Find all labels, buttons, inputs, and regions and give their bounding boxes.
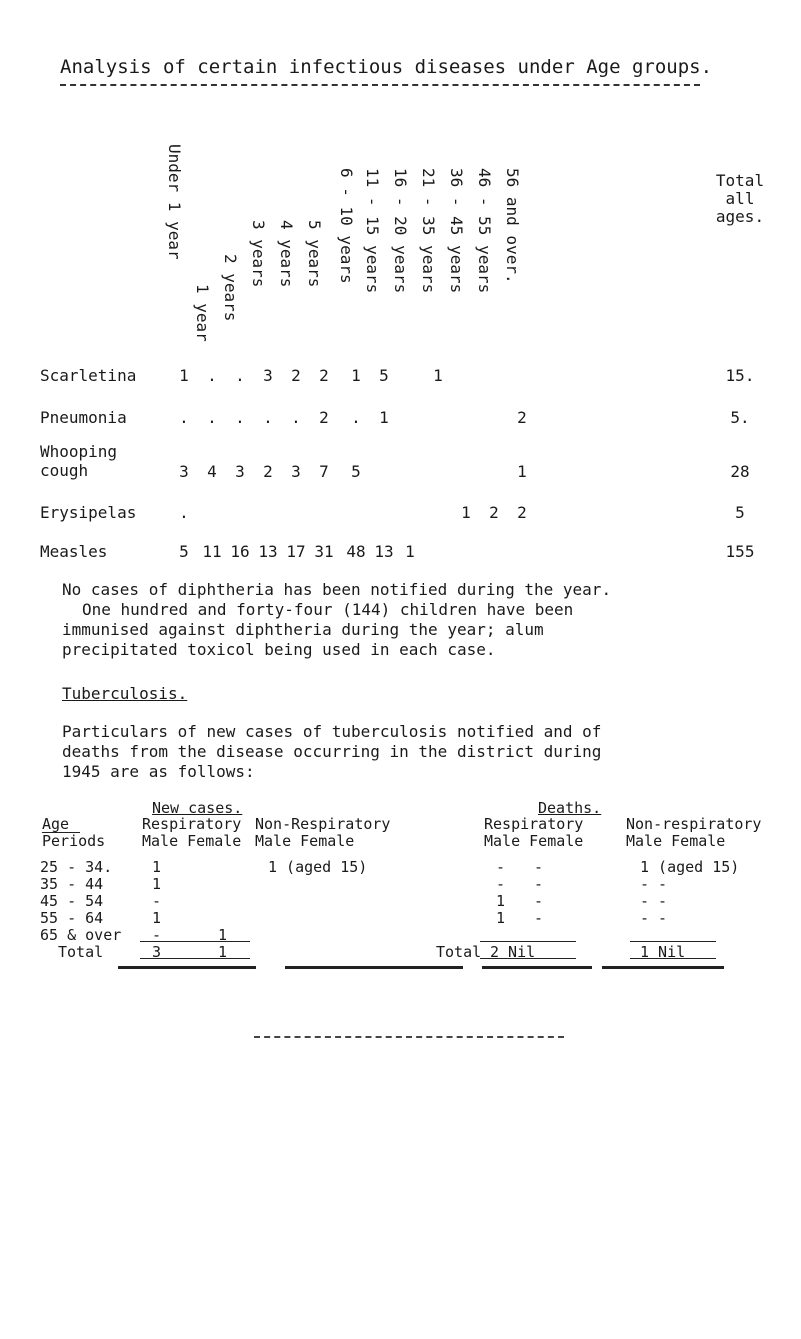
table-cell: . xyxy=(291,408,301,427)
new-cases-header: New cases. xyxy=(152,799,243,817)
death-resp-male: - xyxy=(496,875,506,893)
column-header: 46 - 55 years xyxy=(475,168,494,294)
table-cell: 5 xyxy=(179,542,189,561)
new-resp-male: - xyxy=(152,892,162,910)
table-cell: 13 xyxy=(258,542,278,561)
table-cell: 5 xyxy=(379,366,389,385)
table-cell: 2 xyxy=(263,462,273,481)
table-cell: . xyxy=(179,408,189,427)
table-cell: 5 xyxy=(351,462,361,481)
total-label: Total xyxy=(436,943,482,961)
table-cell: 3 xyxy=(235,462,245,481)
non-respiratory-header: Non-respiratory xyxy=(626,815,762,833)
column-header: 3 years xyxy=(249,220,268,288)
total-death-respiratory: 2 Nil xyxy=(490,943,536,961)
table-cell: 3 xyxy=(291,462,301,481)
table-cell: 48 xyxy=(346,542,366,561)
table-cell: 11 xyxy=(202,542,222,561)
table-cell: . xyxy=(351,408,361,427)
total-death-non-respiratory: 1 Nil xyxy=(640,943,686,961)
disease-label: Erysipelas xyxy=(40,503,137,522)
table-cell: 2 xyxy=(319,408,329,427)
column-header: 16 - 20 years xyxy=(391,168,410,294)
table-bottom-rule xyxy=(482,966,592,969)
column-header: 5 years xyxy=(305,220,324,288)
table-cell: 2 xyxy=(517,503,527,522)
diphtheria-line: precipitated toxicol being used in each case. xyxy=(62,640,496,659)
new-resp-male: 1 xyxy=(152,858,162,876)
total-underline xyxy=(630,958,716,959)
death-resp-female: - xyxy=(534,892,544,910)
column-header: 6 - 10 years xyxy=(337,168,356,284)
male-female-header: Male Female xyxy=(142,832,242,850)
death-resp-female: - xyxy=(534,875,544,893)
total-underline xyxy=(480,958,576,959)
table-cell: 1 xyxy=(461,503,471,522)
table-cell: 4 xyxy=(207,462,217,481)
table-cell: . xyxy=(207,408,217,427)
column-header: 21 - 35 years xyxy=(419,168,438,294)
table-cell: 3 xyxy=(179,462,189,481)
tb-intro-line: 1945 are as follows: xyxy=(62,762,255,781)
disease-label: Pneumonia xyxy=(40,408,127,427)
new-resp-male: - xyxy=(152,926,162,944)
death-resp-female: - xyxy=(534,909,544,927)
table-cell: 1 xyxy=(405,542,415,561)
table-cell: 13 xyxy=(374,542,394,561)
column-header: 1 year xyxy=(193,284,212,342)
disease-label: Measles xyxy=(40,542,108,561)
title-underline xyxy=(60,84,700,86)
table-cell: . xyxy=(207,366,217,385)
deaths-header: Deaths. xyxy=(538,799,602,817)
new-resp-female: 1 xyxy=(218,926,228,944)
new-resp-male: 1 xyxy=(152,875,162,893)
row-total: 5 xyxy=(735,503,745,522)
column-header: 56 and over. xyxy=(503,168,522,284)
male-female-header: Male Female xyxy=(255,832,355,850)
diphtheria-line: No cases of diphtheria has been notified during the year. xyxy=(62,580,612,599)
age-period: 35 - 44 xyxy=(40,875,104,893)
column-header: 36 - 45 years xyxy=(447,168,466,294)
death-non-respiratory: - - xyxy=(640,909,668,927)
table-bottom-rule xyxy=(285,966,463,969)
table-cell: 1 xyxy=(433,366,443,385)
age-header-underline xyxy=(42,832,80,833)
row-total: 5. xyxy=(730,408,750,427)
table-cell: 3 xyxy=(263,366,273,385)
new-resp-male: 1 xyxy=(152,909,162,927)
death-resp-male: - xyxy=(496,858,506,876)
total-rule xyxy=(140,941,250,942)
table-cell: 1 xyxy=(179,366,189,385)
table-cell: 2 xyxy=(291,366,301,385)
table-cell: . xyxy=(179,503,189,522)
column-header: 11 - 15 years xyxy=(363,168,382,294)
total-label: Total xyxy=(58,943,104,961)
diphtheria-line: One hundred and forty-four (144) children have been xyxy=(82,600,574,619)
death-resp-male: 1 xyxy=(496,909,506,927)
table-cell: . xyxy=(235,408,245,427)
age-header: Age xyxy=(42,815,70,833)
table-cell: . xyxy=(263,408,273,427)
periods-header: Periods xyxy=(42,832,106,850)
death-resp-female: - xyxy=(534,858,544,876)
male-female-header: Male Female xyxy=(484,832,584,850)
row-total: 15. xyxy=(725,366,755,385)
male-female-header: Male Female xyxy=(626,832,726,850)
table-cell: 17 xyxy=(286,542,306,561)
total-underline xyxy=(140,958,250,959)
row-total: 28 xyxy=(730,462,750,481)
total-rule xyxy=(630,941,716,942)
table-cell: 31 xyxy=(314,542,334,561)
table-cell: 1 xyxy=(351,366,361,385)
table-cell: 2 xyxy=(489,503,499,522)
column-header: Under 1 year xyxy=(165,144,184,260)
end-rule xyxy=(254,1036,564,1038)
tuberculosis-heading: Tuberculosis. xyxy=(62,684,188,703)
total-new-male: 3 xyxy=(152,943,162,961)
table-cell: 16 xyxy=(230,542,250,561)
tb-intro-line: Particulars of new cases of tuberculosis notified and of xyxy=(62,722,602,741)
table-cell: 2 xyxy=(517,408,527,427)
respiratory-header: Respiratory xyxy=(484,815,584,833)
age-period: 25 - 34. xyxy=(40,858,113,876)
table-cell: 1 xyxy=(517,462,527,481)
death-non-respiratory: 1 (aged 15) xyxy=(640,858,740,876)
non-respiratory-header: Non-Respiratory xyxy=(255,815,391,833)
age-period: 55 - 64 xyxy=(40,909,104,927)
total-new-female: 1 xyxy=(218,943,228,961)
table-cell: . xyxy=(235,366,245,385)
death-non-respiratory: - - xyxy=(640,892,668,910)
table-bottom-rule xyxy=(118,966,256,969)
respiratory-header: Respiratory xyxy=(142,815,242,833)
death-non-respiratory: - - xyxy=(640,875,668,893)
disease-label: Scarletina xyxy=(40,366,137,385)
table-cell: 1 xyxy=(379,408,389,427)
age-period: 65 & over xyxy=(40,926,122,944)
table-cell: 7 xyxy=(319,462,329,481)
table-cell: 2 xyxy=(319,366,329,385)
new-non-respiratory: 1 (aged 15) xyxy=(268,858,368,876)
column-header: 4 years xyxy=(277,220,296,288)
total-rule xyxy=(480,941,576,942)
diphtheria-line: immunised against diphtheria during the year; alum xyxy=(62,620,544,639)
page-title: Analysis of certain infectious diseases under Age groups. xyxy=(60,56,713,78)
tb-intro-line: deaths from the disease occurring in the district during xyxy=(62,742,602,761)
disease-label: Whooping cough xyxy=(40,442,118,480)
death-resp-male: 1 xyxy=(496,892,506,910)
total-all-ages-header: Total all ages. xyxy=(715,171,765,226)
table-bottom-rule xyxy=(602,966,724,969)
age-period: 45 - 54 xyxy=(40,892,104,910)
column-header: 2 years xyxy=(221,254,240,322)
row-total: 155 xyxy=(725,542,755,561)
